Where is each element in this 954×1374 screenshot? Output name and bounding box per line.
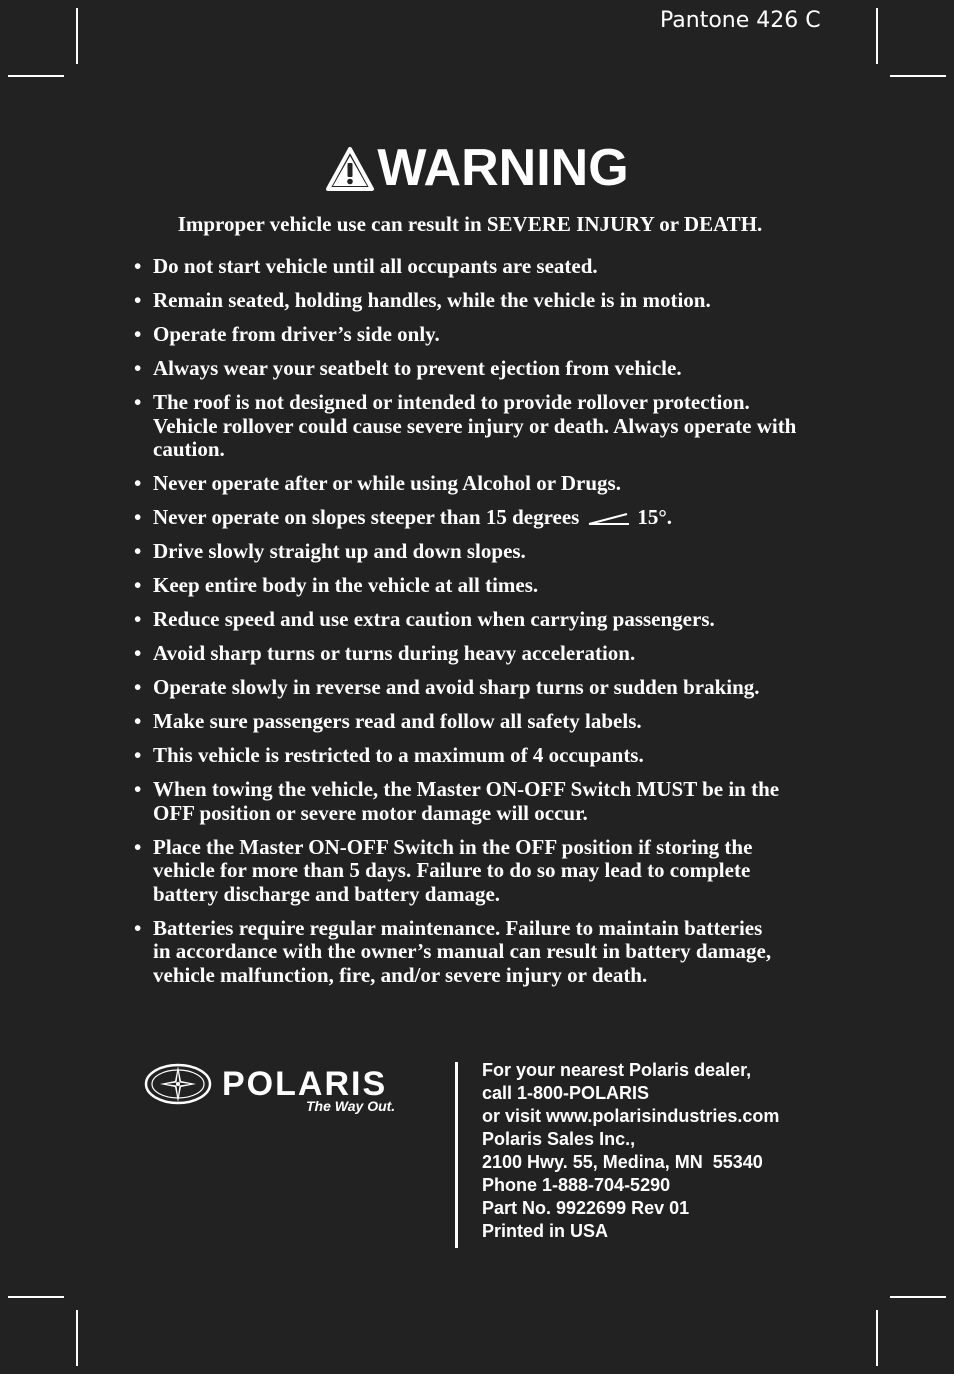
warning-intro: Improper vehicle use can result in SEVERE INJURY or DEATH. — [177, 212, 763, 236]
list-item: • Operate from driver’s side only. — [134, 323, 854, 347]
list-item: • Operate slowly in reverse and avoid sharp turns or sudden braking. — [134, 676, 854, 700]
contact-line: Phone 1-888-704-5290 — [482, 1175, 671, 1195]
brand-name: POLARIS — [222, 1065, 388, 1103]
list-item: • Never operate after or while using Alcohol or Drugs. — [134, 472, 854, 496]
crop-mark — [890, 1296, 946, 1298]
list-item: • Never operate on slopes steeper than 15 degrees 15°. — [134, 506, 854, 530]
polaris-star-emblem-icon — [144, 1062, 212, 1106]
contact-line: 2100 Hwy. 55, Medina, MN 55340 — [482, 1152, 763, 1172]
list-item: • Avoid sharp turns or turns during heavy acceleration. — [134, 642, 854, 666]
list-item: • Keep entire body in the vehicle at all times. — [134, 574, 854, 598]
crop-mark — [76, 8, 78, 64]
contact-line: Printed in USA — [482, 1221, 609, 1241]
list-item: • Batteries require regular maintenance. Failure to maintain batteries in accordance with the owner’s manual can result in battery damage, vehicle malfunction, fire, and/or severe injury or death. — [134, 917, 783, 988]
crop-mark — [8, 75, 64, 77]
contact-line: or visit www.polarisindustries.com — [482, 1106, 780, 1126]
contact-line: call 1-800-POLARIS — [482, 1083, 650, 1103]
polaris-logo — [144, 1062, 434, 1122]
warning-triangle-icon — [325, 146, 375, 192]
list-item: • Do not start vehicle until all occupants are seated. — [134, 255, 854, 279]
vertical-divider — [455, 1062, 458, 1248]
list-item: • Always wear your seatbelt to prevent ejection from vehicle. — [134, 357, 854, 381]
list-item: • The roof is not designed or intended to provide rollover protection. Vehicle rollover could cause severe injury or death. Always operate with caution. — [134, 391, 803, 462]
crop-mark — [76, 1310, 78, 1366]
crop-mark — [8, 1296, 64, 1298]
crop-mark — [890, 75, 946, 77]
list-item: • This vehicle is restricted to a maximum of 4 occupants. — [134, 744, 854, 768]
brand-tagline: The Way Out. — [306, 1098, 396, 1114]
list-item: • Drive slowly straight up and down slopes. — [134, 540, 854, 564]
list-item: • Remain seated, holding handles, while the vehicle is in motion. — [134, 289, 854, 313]
warning-title: WARNING — [377, 139, 629, 197]
crop-mark — [876, 8, 878, 64]
list-item: • Place the Master ON-OFF Switch in the OFF position if storing the vehicle for more than 5 days. Failure to do so may lead to complete battery discharge and battery damage. — [134, 836, 803, 907]
slope-angle-icon — [587, 512, 631, 526]
contact-info — [482, 1059, 779, 1243]
list-item: • When towing the vehicle, the Master ON-OFF Switch MUST be in the OFF position or severe motor damage will occur. — [134, 778, 803, 825]
crop-mark — [876, 1310, 878, 1366]
contact-line: Part No. 9922699 Rev 01 — [482, 1198, 690, 1218]
contact-line: Polaris Sales Inc., — [482, 1129, 636, 1149]
warning-header — [0, 140, 954, 196]
list-item: • Make sure passengers read and follow all safety labels. — [134, 710, 854, 734]
list-item: • Reduce speed and use extra caution when carrying passengers. — [134, 608, 854, 632]
contact-line: For your nearest Polaris dealer, — [482, 1060, 752, 1080]
safety-instruction-list — [134, 255, 854, 998]
pantone-label: Pantone 426 C — [660, 8, 821, 33]
